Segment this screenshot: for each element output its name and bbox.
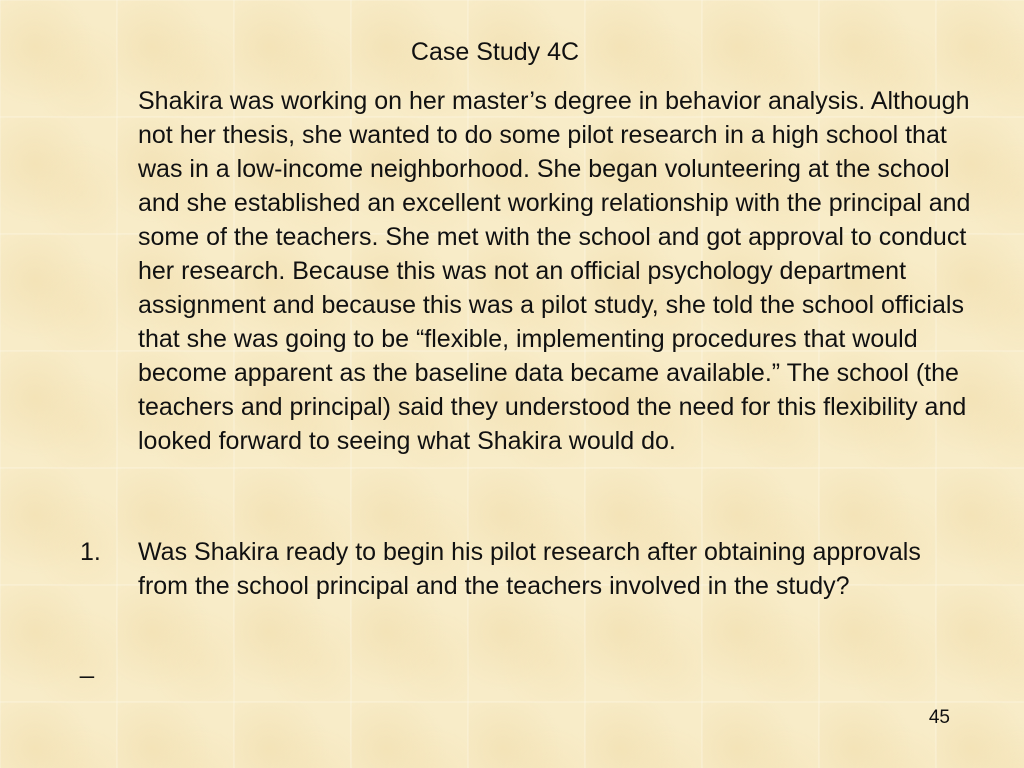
slide-title: Case Study 4C [410,38,580,66]
question-text: Was Shakira ready to begin his pilot research after obtaining approvals from the school principal and the teachers involved in the study? [138,538,921,600]
page-number: 45 [928,707,950,728]
case-study-paragraph: Shakira was working on her master’s degree in behavior analysis. Although not her thesis, she wanted to do some pilot research in a high school that was in a low-income neighborhood. She began volunteering at the school and she established an excellent working relationship with the principal and some of the teachers. She met with the school and got approval to conduct her research. Because this was not an official psychology department assignment and because this was a pilot study, she told the school officials that she was going to be “flexible, implementing procedures that would become apparent as the baseline data became available.” The school (the teachers and principal) said they understood the need for this flexibility and looked forward to seeing what Shakira would do. [138,87,971,455]
question-number: 1. [80,538,101,566]
answer-placeholder: _ [80,651,94,679]
